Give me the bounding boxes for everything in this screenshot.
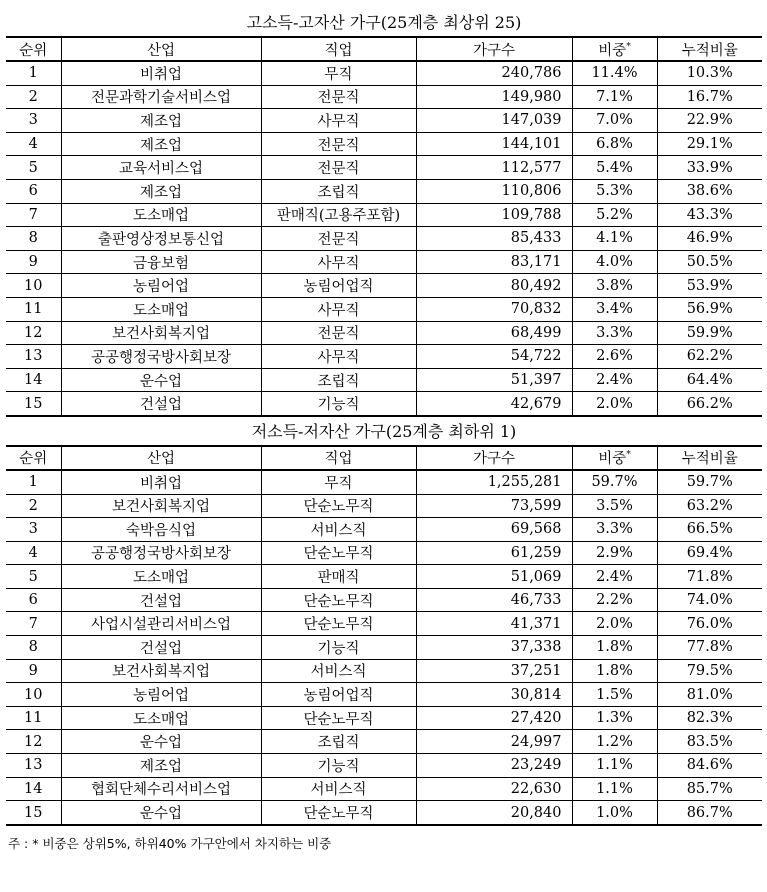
- table1: [6, 36, 762, 417]
- table-row: [6, 730, 762, 754]
- header-share: [572, 37, 657, 61]
- table1-caption: 고소득-고자산 가구(25계층 최상위 25): [246, 13, 522, 32]
- cell-rank: 15: [6, 392, 61, 416]
- table-row: [6, 392, 762, 416]
- cell-households: 70,832: [416, 297, 572, 321]
- cell-rank: 10: [6, 274, 61, 298]
- cell-share: 1.3%: [572, 706, 657, 730]
- cell-rank: 9: [6, 250, 61, 274]
- cell-households: 27,420: [416, 706, 572, 730]
- cell-occupation: 조립직: [261, 179, 416, 203]
- cell-share: 2.9%: [572, 541, 657, 565]
- cell-share: 2.6%: [572, 345, 657, 369]
- table2-caption: 저소득-저자산 가구(25계층 최하위 1): [251, 421, 517, 441]
- table-row: [6, 156, 762, 180]
- cell-cumulative: 64.4%: [657, 368, 762, 392]
- table1-header-row: [6, 37, 762, 61]
- table-row: [6, 61, 762, 85]
- cell-industry: 출판영상정보통신업: [61, 227, 261, 251]
- cell-industry: 건설업: [61, 636, 261, 660]
- cell-occupation: 전문직: [261, 85, 416, 109]
- table-row: [6, 321, 762, 345]
- cell-rank: 2: [6, 85, 61, 109]
- cell-share: 1.5%: [572, 683, 657, 707]
- cell-cumulative: 53.9%: [657, 274, 762, 298]
- cell-occupation: 단순노무직: [261, 612, 416, 636]
- cell-households: 51,397: [416, 368, 572, 392]
- cell-occupation: 전문직: [261, 227, 416, 251]
- cell-households: 73,599: [416, 494, 572, 518]
- cell-occupation: 조립직: [261, 730, 416, 754]
- cell-cumulative: 77.8%: [657, 636, 762, 660]
- cell-cumulative: 76.0%: [657, 612, 762, 636]
- cell-industry: 운수업: [61, 368, 261, 392]
- cell-cumulative: 38.6%: [657, 179, 762, 203]
- cell-rank: 3: [6, 109, 61, 133]
- cell-rank: 7: [6, 203, 61, 227]
- cell-households: 80,492: [416, 274, 572, 298]
- table-row: [6, 683, 762, 707]
- cell-share: 1.1%: [572, 777, 657, 801]
- table-row: [6, 132, 762, 156]
- cell-occupation: 무직: [261, 470, 416, 494]
- cell-industry: 비취업: [61, 61, 261, 85]
- cell-share: 2.2%: [572, 588, 657, 612]
- table-row: [6, 588, 762, 612]
- cell-households: 51,069: [416, 565, 572, 589]
- cell-industry: 공공행정국방사회보장: [61, 345, 261, 369]
- document-page: [6, 10, 762, 852]
- footnote-mark: *: [626, 450, 631, 461]
- cell-cumulative: 62.2%: [657, 345, 762, 369]
- header-rank: 순위: [6, 446, 61, 470]
- header-occupation: 직업: [261, 446, 416, 470]
- cell-occupation: 서비스직: [261, 777, 416, 801]
- cell-share: 3.8%: [572, 274, 657, 298]
- cell-households: 22,630: [416, 777, 572, 801]
- cell-share: 3.3%: [572, 518, 657, 542]
- cell-rank: 3: [6, 518, 61, 542]
- cell-industry: 비취업: [61, 470, 261, 494]
- cell-households: 69,568: [416, 518, 572, 542]
- table-row: [6, 250, 762, 274]
- cell-share: 2.0%: [572, 612, 657, 636]
- cell-share: 1.8%: [572, 636, 657, 660]
- table-row: [6, 368, 762, 392]
- cell-cumulative: 63.2%: [657, 494, 762, 518]
- cell-households: 41,371: [416, 612, 572, 636]
- cell-occupation: 기능직: [261, 636, 416, 660]
- cell-industry: 제조업: [61, 109, 261, 133]
- cell-industry: 제조업: [61, 179, 261, 203]
- cell-share: 5.3%: [572, 179, 657, 203]
- cell-households: 147,039: [416, 109, 572, 133]
- cell-households: 54,722: [416, 345, 572, 369]
- cell-cumulative: 84.6%: [657, 754, 762, 778]
- cell-share: 2.0%: [572, 392, 657, 416]
- cell-rank: 5: [6, 156, 61, 180]
- cell-rank: 14: [6, 368, 61, 392]
- cell-households: 109,788: [416, 203, 572, 227]
- cell-households: 83,171: [416, 250, 572, 274]
- cell-industry: 농림어업: [61, 274, 261, 298]
- cell-industry: 보건사회복지업: [61, 321, 261, 345]
- table-row: [6, 706, 762, 730]
- cell-households: 24,997: [416, 730, 572, 754]
- cell-rank: 8: [6, 227, 61, 251]
- cell-cumulative: 66.2%: [657, 392, 762, 416]
- cell-rank: 15: [6, 801, 61, 825]
- cell-occupation: 사무직: [261, 297, 416, 321]
- cell-industry: 숙박음식업: [61, 518, 261, 542]
- cell-share: 11.4%: [572, 61, 657, 85]
- cell-industry: 건설업: [61, 588, 261, 612]
- cell-industry: 제조업: [61, 132, 261, 156]
- cell-cumulative: 86.7%: [657, 801, 762, 825]
- table-row: [6, 541, 762, 565]
- cell-cumulative: 79.5%: [657, 659, 762, 683]
- header-households: 가구수: [416, 37, 572, 61]
- cell-cumulative: 56.9%: [657, 297, 762, 321]
- cell-occupation: 서비스직: [261, 518, 416, 542]
- header-share: [572, 446, 657, 470]
- table-row: [6, 297, 762, 321]
- cell-industry: 도소매업: [61, 297, 261, 321]
- cell-households: 37,251: [416, 659, 572, 683]
- cell-industry: 농림어업: [61, 683, 261, 707]
- cell-cumulative: 81.0%: [657, 683, 762, 707]
- cell-occupation: 조립직: [261, 368, 416, 392]
- cell-households: 110,806: [416, 179, 572, 203]
- table-row: [6, 470, 762, 494]
- cell-share: 2.4%: [572, 565, 657, 589]
- cell-households: 240,786: [416, 61, 572, 85]
- cell-industry: 보건사회복지업: [61, 494, 261, 518]
- cell-occupation: 사무직: [261, 345, 416, 369]
- cell-rank: 14: [6, 777, 61, 801]
- cell-cumulative: 82.3%: [657, 706, 762, 730]
- cell-occupation: 전문직: [261, 132, 416, 156]
- cell-industry: 전문과학기술서비스업: [61, 85, 261, 109]
- cell-households: 112,577: [416, 156, 572, 180]
- cell-rank: 13: [6, 345, 61, 369]
- cell-cumulative: 59.9%: [657, 321, 762, 345]
- cell-occupation: 단순노무직: [261, 588, 416, 612]
- cell-households: 1,255,281: [416, 470, 572, 494]
- cell-share: 4.1%: [572, 227, 657, 251]
- cell-share: 2.4%: [572, 368, 657, 392]
- cell-occupation: 단순노무직: [261, 801, 416, 825]
- cell-cumulative: 16.7%: [657, 85, 762, 109]
- footnote-mark: *: [626, 41, 631, 52]
- cell-occupation: 판매직(고용주포함): [261, 203, 416, 227]
- cell-occupation: 전문직: [261, 156, 416, 180]
- cell-cumulative: 69.4%: [657, 541, 762, 565]
- cell-rank: 1: [6, 61, 61, 85]
- table-row: [6, 179, 762, 203]
- cell-share: 4.0%: [572, 250, 657, 274]
- cell-households: 149,980: [416, 85, 572, 109]
- table-row: [6, 612, 762, 636]
- cell-cumulative: 71.8%: [657, 565, 762, 589]
- cell-households: 46,733: [416, 588, 572, 612]
- cell-share: 7.1%: [572, 85, 657, 109]
- cell-rank: 4: [6, 541, 61, 565]
- cell-rank: 12: [6, 730, 61, 754]
- cell-share: 6.8%: [572, 132, 657, 156]
- cell-cumulative: 50.5%: [657, 250, 762, 274]
- cell-industry: 협회단체수리서비스업: [61, 777, 261, 801]
- cell-occupation: 전문직: [261, 321, 416, 345]
- cell-households: 61,259: [416, 541, 572, 565]
- header-share-label: 비중: [598, 42, 627, 59]
- cell-cumulative: 83.5%: [657, 730, 762, 754]
- cell-industry: 교육서비스업: [61, 156, 261, 180]
- cell-occupation: 단순노무직: [261, 494, 416, 518]
- table2: [6, 445, 762, 826]
- cell-industry: 보건사회복지업: [61, 659, 261, 683]
- cell-share: 3.4%: [572, 297, 657, 321]
- cell-industry: 운수업: [61, 730, 261, 754]
- header-cumulative: 누적비율: [657, 37, 762, 61]
- cell-rank: 11: [6, 297, 61, 321]
- cell-cumulative: 22.9%: [657, 109, 762, 133]
- cell-rank: 12: [6, 321, 61, 345]
- cell-occupation: 판매직: [261, 565, 416, 589]
- cell-occupation: 사무직: [261, 250, 416, 274]
- cell-cumulative: 59.7%: [657, 470, 762, 494]
- cell-cumulative: 29.1%: [657, 132, 762, 156]
- header-occupation: 직업: [261, 37, 416, 61]
- cell-households: 37,338: [416, 636, 572, 660]
- table-row: [6, 274, 762, 298]
- cell-share: 3.5%: [572, 494, 657, 518]
- cell-share: 5.4%: [572, 156, 657, 180]
- table-row: [6, 494, 762, 518]
- table-row: [6, 565, 762, 589]
- cell-households: 68,499: [416, 321, 572, 345]
- cell-rank: 11: [6, 706, 61, 730]
- cell-rank: 2: [6, 494, 61, 518]
- cell-occupation: 기능직: [261, 754, 416, 778]
- cell-industry: 공공행정국방사회보장: [61, 541, 261, 565]
- table-row: [6, 109, 762, 133]
- footnote: 주 : * 비중은 상위5%, 하위40% 가구안에서 차지하는 비중: [8, 835, 332, 851]
- header-cumulative: 누적비율: [657, 446, 762, 470]
- cell-rank: 6: [6, 588, 61, 612]
- cell-share: 5.2%: [572, 203, 657, 227]
- cell-share: 1.8%: [572, 659, 657, 683]
- header-share-label: 비중: [598, 451, 627, 468]
- header-rank: 순위: [6, 37, 61, 61]
- cell-rank: 1: [6, 470, 61, 494]
- cell-industry: 제조업: [61, 754, 261, 778]
- cell-cumulative: 46.9%: [657, 227, 762, 251]
- table-row: [6, 85, 762, 109]
- cell-cumulative: 66.5%: [657, 518, 762, 542]
- cell-share: 59.7%: [572, 470, 657, 494]
- cell-rank: 9: [6, 659, 61, 683]
- cell-industry: 도소매업: [61, 706, 261, 730]
- cell-households: 20,840: [416, 801, 572, 825]
- cell-occupation: 농림어업직: [261, 683, 416, 707]
- table-row: [6, 777, 762, 801]
- cell-rank: 5: [6, 565, 61, 589]
- cell-rank: 7: [6, 612, 61, 636]
- cell-cumulative: 43.3%: [657, 203, 762, 227]
- cell-occupation: 사무직: [261, 109, 416, 133]
- cell-rank: 10: [6, 683, 61, 707]
- header-industry: 산업: [61, 446, 261, 470]
- table-row: [6, 636, 762, 660]
- cell-share: 1.0%: [572, 801, 657, 825]
- cell-industry: 운수업: [61, 801, 261, 825]
- table-row: [6, 345, 762, 369]
- cell-share: 1.1%: [572, 754, 657, 778]
- cell-occupation: 단순노무직: [261, 706, 416, 730]
- table-row: [6, 659, 762, 683]
- cell-rank: 13: [6, 754, 61, 778]
- cell-industry: 사업시설관리서비스업: [61, 612, 261, 636]
- cell-cumulative: 74.0%: [657, 588, 762, 612]
- cell-industry: 금융보험: [61, 250, 261, 274]
- cell-industry: 도소매업: [61, 203, 261, 227]
- cell-occupation: 단순노무직: [261, 541, 416, 565]
- cell-cumulative: 85.7%: [657, 777, 762, 801]
- cell-share: 3.3%: [572, 321, 657, 345]
- table-row: [6, 203, 762, 227]
- cell-cumulative: 33.9%: [657, 156, 762, 180]
- cell-households: 30,814: [416, 683, 572, 707]
- cell-occupation: 기능직: [261, 392, 416, 416]
- header-households: 가구수: [416, 446, 572, 470]
- cell-occupation: 농림어업직: [261, 274, 416, 298]
- cell-rank: 6: [6, 179, 61, 203]
- table2-header-row: [6, 446, 762, 470]
- cell-industry: 건설업: [61, 392, 261, 416]
- cell-rank: 8: [6, 636, 61, 660]
- cell-share: 1.2%: [572, 730, 657, 754]
- cell-households: 85,433: [416, 227, 572, 251]
- header-industry: 산업: [61, 37, 261, 61]
- cell-industry: 도소매업: [61, 565, 261, 589]
- table-row: [6, 227, 762, 251]
- table-row: [6, 754, 762, 778]
- table-row: [6, 518, 762, 542]
- cell-share: 7.0%: [572, 109, 657, 133]
- cell-occupation: 무직: [261, 61, 416, 85]
- cell-rank: 4: [6, 132, 61, 156]
- cell-households: 144,101: [416, 132, 572, 156]
- cell-cumulative: 10.3%: [657, 61, 762, 85]
- table-row: [6, 801, 762, 825]
- cell-households: 42,679: [416, 392, 572, 416]
- cell-occupation: 서비스직: [261, 659, 416, 683]
- cell-households: 23,249: [416, 754, 572, 778]
